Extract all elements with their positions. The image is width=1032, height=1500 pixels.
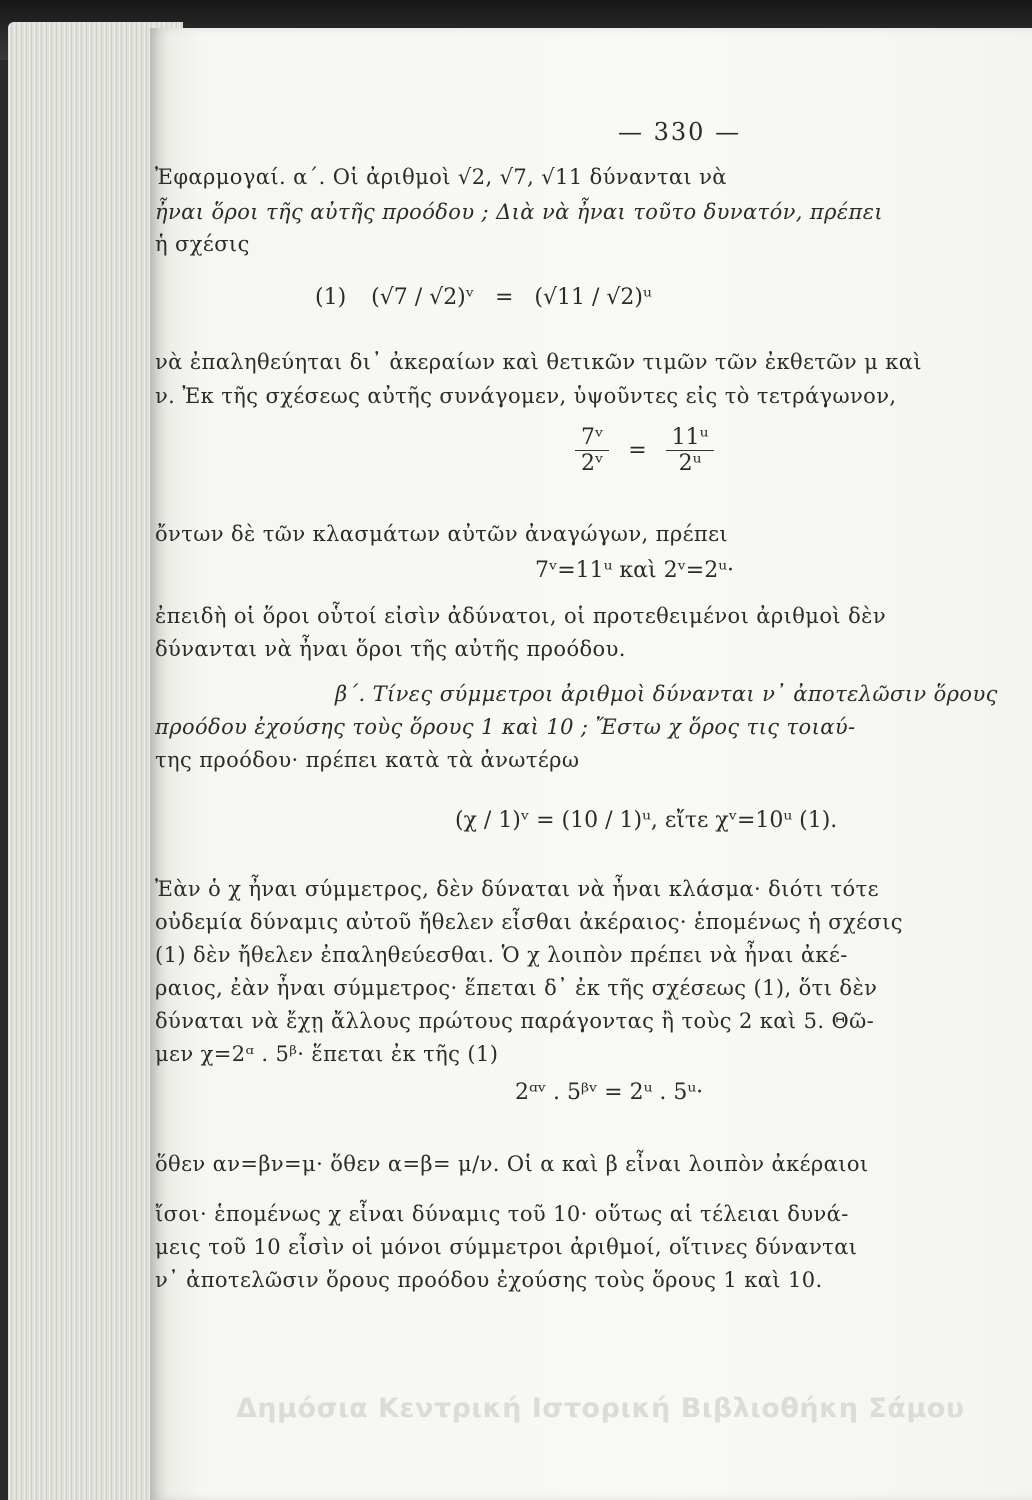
equals-sign: = xyxy=(628,437,647,463)
text-line: β΄. Τίνες σύμμετροι ἀριθμοὶ δύνανται ν᾽ ἀποτελῶσιν ὅρους xyxy=(335,682,998,706)
fraction-denominator: 2ᵛ xyxy=(575,450,609,476)
page-number: — 330 — xyxy=(618,118,742,146)
text-line: ἡ σχέσις xyxy=(155,232,250,256)
equation-right: (√11 / √2)ᵘ xyxy=(534,285,652,310)
text-line: ν᾽ ἀποτελῶσιν ὅρους προόδου ἐχούσης τοὺς ὅρους 1 καὶ 10. xyxy=(155,1268,823,1292)
equation-label: (1) xyxy=(315,285,347,310)
text-line: μεν χ=2ᵅ . 5ᵝ· ἕπεται ἐκ τῆς (1) xyxy=(155,1042,499,1066)
text-line: ὄντων δὲ τῶν κλασμάτων αὐτῶν ἀναγώγων, πρέπει xyxy=(155,522,728,546)
text-line: δύνανται νὰ ἦναι ὅροι τῆς αὐτῆς προόδου. xyxy=(155,637,626,661)
fraction-right xyxy=(666,425,715,476)
equation-4: (χ / 1)ᵛ = (10 / 1)ᵘ, εἴτε χᵛ=10ᵘ (1). xyxy=(455,808,838,833)
equation-left: (√7 / √2)ᵛ xyxy=(371,285,474,310)
text-line: (1) δὲν ἤθελεν ἐπαληθεύεσθαι. Ὁ χ λοιπὸν πρέπει νὰ ἦναι ἀκέ- xyxy=(155,943,848,967)
text-line: της προόδου· πρέπει κατὰ τὰ ἀνωτέρω xyxy=(155,748,580,772)
equation-2 xyxy=(575,425,714,476)
text-line: ἐπειδὴ οἱ ὅροι οὗτοί εἰσὶν ἀδύνατοι, οἱ προτεθειμένοι ἀριθμοὶ δὲν xyxy=(155,604,886,628)
text-line: ἴσοι· ἑπομένως χ εἶναι δύναμις τοῦ 10· οὕτως αἱ τέλειαι δυνά- xyxy=(155,1202,849,1226)
text-line: οὐδεμία δύναμις αὐτοῦ ἤθελεν εἶσθαι ἀκέραιος· ἑπομένως ἡ σχέσις xyxy=(155,910,903,934)
text-line: ραιος, ἐὰν ἦναι σύμμετρος· ἕπεται δ᾽ ἐκ τῆς σχέσεως (1), ὅτι δὲν xyxy=(155,976,878,1000)
text-line: Ἐφαρμογαί. α΄. Οἱ ἀριθμοὶ √2, √7, √11 δύνανται νὰ xyxy=(155,165,727,189)
text-line: ἦναι ὅροι τῆς αὐτῆς προόδου ; Διὰ νὰ ἦναι τοῦτο δυνατόν, πρέπει xyxy=(155,200,884,224)
equation-1 xyxy=(315,285,652,310)
text-line: ν. Ἐκ τῆς σχέσεως αὐτῆς συνάγομεν, ὑψοῦντες εἰς τὸ τετράγωνον, xyxy=(155,384,897,408)
text-line: προόδου ἐχούσης τοὺς ὅρους 1 καὶ 10 ; Ἔστω χ ὅρος τις τοιαύ- xyxy=(155,715,856,739)
fraction-numerator: 7ᵛ xyxy=(581,425,604,450)
fraction-denominator: 2ᵘ xyxy=(666,450,715,476)
equation-5: 2ᵅᵛ . 5ᵝᵛ = 2ᵘ . 5ᵘ· xyxy=(515,1080,704,1105)
text-line: νὰ ἐπαληθεύηται δι᾽ ἀκεραίων καὶ θετικῶν τιμῶν τῶν ἐκθετῶν μ καὶ xyxy=(155,350,922,374)
text-line: Ἐὰν ὁ χ ἦναι σύμμετρος, δὲν δύναται νὰ ἦναι κλάσμα· διότι τότε xyxy=(155,877,879,901)
fraction-left xyxy=(575,425,609,476)
text-line: δύναται νὰ ἔχῃ ἄλλους πρώτους παράγοντας ἢ τοὺς 2 καὶ 5. Θῶ- xyxy=(155,1009,875,1033)
text-line: μεις τοῦ 10 εἶσὶν οἱ μόνοι σύμμετροι ἀριθμοί, οἵτινες δύνανται xyxy=(155,1235,858,1259)
equation-3: 7ᵛ=11ᵘ καὶ 2ᵛ=2ᵘ· xyxy=(535,558,735,583)
text-line: ὅθεν αν=βν=μ· ὅθεν α=β= μ/ν. Οἱ α καὶ β εἶναι λοιπὸν ἀκέραιοι xyxy=(155,1152,869,1176)
equals-sign: = xyxy=(494,285,514,310)
fraction-numerator: 11ᵘ xyxy=(671,425,709,450)
library-watermark: Δημόσια Κεντρική Ιστορική Βιβλιοθήκη Σάμου xyxy=(236,1393,965,1424)
